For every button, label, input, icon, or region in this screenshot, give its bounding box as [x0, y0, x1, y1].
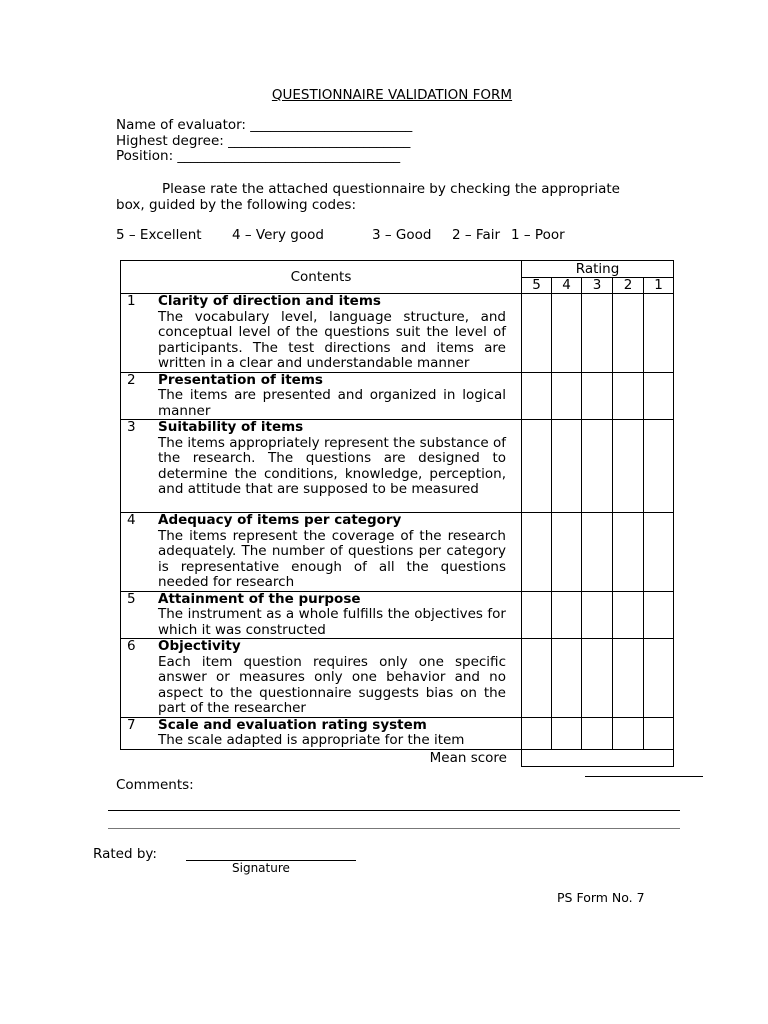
item-description: Each item question requires only one specific answer or measures only one behavior and no aspect to the questionnaire suggests bias on the part of the researcher — [158, 653, 506, 716]
rating-box-1[interactable] — [644, 420, 674, 513]
item-number: 7 — [127, 716, 136, 733]
item-description: The scale adapted is appropriate for the item — [158, 732, 465, 748]
rating-box-1[interactable] — [644, 717, 674, 749]
item-title: Clarity of direction and items — [158, 293, 381, 309]
item-description: The items appropriately represent the substance of the research. The questions are designed to determine the conditions, knowledge, perception, and attitude that are supposed to be measured — [158, 434, 506, 497]
table-row — [121, 513, 674, 592]
mean-score-label: Mean score — [429, 749, 507, 766]
item-number: 5 — [127, 590, 136, 607]
comments-line-2[interactable] — [108, 828, 680, 829]
rated-by-label: Rated by: — [93, 846, 157, 862]
validation-table — [120, 260, 674, 767]
item-description: The items are presented and organized in logical manner — [158, 387, 506, 419]
table-row — [121, 420, 674, 513]
item-title: Objectivity — [158, 638, 241, 654]
rating-box-5[interactable] — [522, 294, 552, 373]
mean-score-underline — [585, 776, 703, 777]
table-row — [121, 717, 674, 749]
rating-box-4[interactable] — [552, 639, 582, 718]
highest-degree-field: Highest degree: ___________________________ — [116, 133, 411, 149]
item-title: Presentation of items — [158, 371, 323, 388]
rating-box-3[interactable] — [582, 420, 613, 513]
item-cell — [121, 420, 522, 513]
mean-score-row — [121, 749, 674, 766]
item-title: Suitability of items — [158, 419, 304, 435]
rating-box-3[interactable] — [582, 513, 613, 592]
rating-box-3[interactable] — [582, 591, 613, 639]
rating-box-3[interactable] — [582, 294, 613, 373]
rating-box-4[interactable] — [552, 420, 582, 513]
rating-box-2[interactable] — [613, 372, 644, 420]
code-excellent: 5 – Excellent — [116, 227, 202, 243]
item-title: Attainment of the purpose — [158, 590, 361, 607]
item-number: 6 — [127, 638, 136, 654]
code-poor: 1 – Poor — [511, 227, 565, 243]
rating-box-5[interactable] — [522, 372, 552, 420]
rating-box-4[interactable] — [552, 513, 582, 592]
rating-box-2[interactable] — [613, 420, 644, 513]
table-row — [121, 372, 674, 420]
table-row — [121, 294, 674, 373]
rating-col-5: 5 — [522, 278, 552, 294]
item-number: 4 — [127, 512, 136, 528]
form-number: PS Form No. 7 — [557, 890, 645, 905]
form-title: QUESTIONNAIRE VALIDATION FORM — [271, 87, 513, 103]
rating-box-2[interactable] — [613, 513, 644, 592]
rating-box-5[interactable] — [522, 420, 552, 513]
rating-box-4[interactable] — [552, 372, 582, 420]
contents-header: Contents — [121, 261, 522, 294]
comments-line-1[interactable] — [108, 810, 680, 811]
rating-col-1: 1 — [644, 278, 674, 294]
rating-box-5[interactable] — [522, 513, 552, 592]
rating-box-3[interactable] — [582, 639, 613, 718]
rating-codes — [116, 227, 565, 243]
item-description: The instrument as a whole fulfills the objectives for which it was constructed — [158, 606, 506, 638]
rating-box-5[interactable] — [522, 639, 552, 718]
item-cell — [121, 639, 522, 718]
position-field: Position: _________________________________ — [116, 148, 401, 164]
mean-score-box[interactable] — [522, 749, 674, 766]
code-very-good: 4 – Very good — [232, 227, 324, 243]
rating-col-4: 4 — [552, 278, 582, 294]
table-row — [121, 639, 674, 718]
code-good: 3 – Good — [372, 227, 432, 243]
rating-header: Rating — [522, 261, 674, 278]
rating-box-2[interactable] — [613, 294, 644, 373]
rating-box-1[interactable] — [644, 294, 674, 373]
signature-label: Signature — [232, 861, 290, 875]
rating-box-4[interactable] — [552, 294, 582, 373]
item-cell — [121, 591, 522, 639]
item-description: The items represent the coverage of the research adequately. The number of questions per category is representative enough of all the questions needed for research — [158, 527, 506, 590]
rating-col-3: 3 — [582, 278, 613, 294]
rating-box-2[interactable] — [613, 591, 644, 639]
rating-box-5[interactable] — [522, 717, 552, 749]
rating-box-1[interactable] — [644, 513, 674, 592]
table-row — [121, 591, 674, 639]
item-description: The vocabulary level, language structure, and conceptual level of the questions suit the level of participants. The test directions and items are written in a clear and understandable manner — [158, 308, 506, 371]
evaluator-name-field: Name of evaluator: ________________________ — [116, 117, 413, 133]
item-cell — [121, 717, 522, 749]
rating-box-4[interactable] — [552, 717, 582, 749]
rating-box-4[interactable] — [552, 591, 582, 639]
rating-box-1[interactable] — [644, 639, 674, 718]
item-title: Adequacy of items per category — [158, 512, 402, 528]
instruction-paragraph: Please rate the attached questionnaire by checking the appropriate box, guided by the following codes: — [116, 181, 620, 213]
rating-box-1[interactable] — [644, 591, 674, 639]
rating-col-2: 2 — [613, 278, 644, 294]
item-cell — [121, 513, 522, 592]
item-cell — [121, 294, 522, 373]
rating-box-2[interactable] — [613, 717, 644, 749]
rating-box-3[interactable] — [582, 717, 613, 749]
item-number: 2 — [127, 371, 136, 388]
item-cell — [121, 372, 522, 420]
rating-box-3[interactable] — [582, 372, 613, 420]
comments-label: Comments: — [116, 777, 194, 793]
rating-box-5[interactable] — [522, 591, 552, 639]
rating-box-2[interactable] — [613, 639, 644, 718]
item-title: Scale and evaluation rating system — [158, 716, 427, 733]
rating-box-1[interactable] — [644, 372, 674, 420]
code-fair: 2 – Fair — [452, 227, 501, 243]
item-number: 3 — [127, 419, 136, 435]
item-number: 1 — [127, 293, 136, 309]
